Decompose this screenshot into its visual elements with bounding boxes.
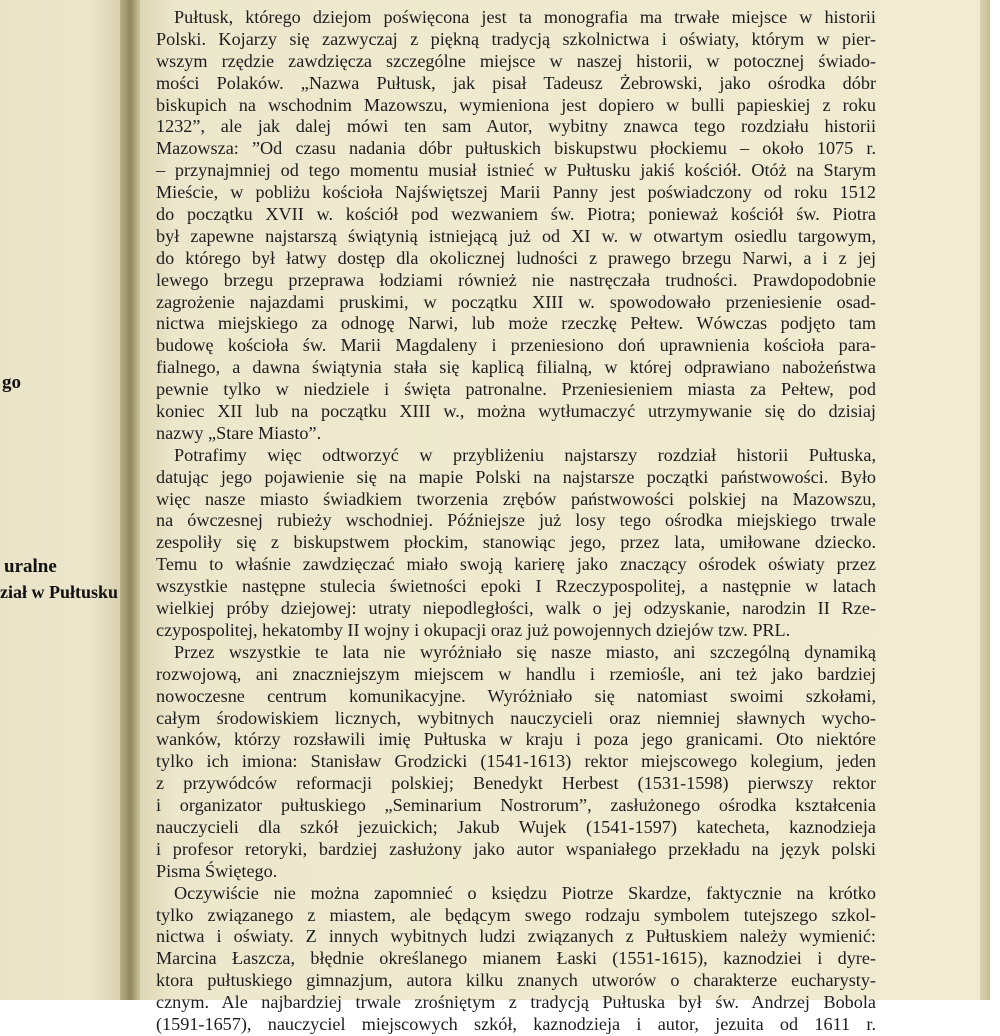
- text-line: do którego był łatwy dostęp dla okolicznej ludności z prawego brzegu Narwi, a i z jej: [156, 247, 876, 268]
- text-line: na ówczesnej rubieży wschodniej. Późniejsze już losy tego ośrodka miejskiego trwale: [156, 510, 876, 531]
- text-line: lewego brzegu przeprawa łodziami również nie nastręczała trudności. Prawdopodobnie: [156, 269, 876, 290]
- text-line: Mazowsza: ”Od czasu nadania dóbr pułtuskich biskupstwu płockiemu – około 1075 r.: [156, 138, 876, 159]
- page-right: [140, 0, 990, 1034]
- text-line: 1232”, ale jak dalej mówi ten sam Autor, wybitny znawca tego rozdziału historii: [156, 116, 876, 137]
- text-line: – przynajmniej od tego momentu musiał istnieć w Pułtusku jakiś kościół. Otóż na Starym: [156, 160, 876, 181]
- text-line: mości Polaków. „Nazwa Pułtusk, jak pisał Tadeusz Żebrowski, jako ośrodka dóbr: [156, 72, 876, 93]
- text-line: i profesor retoryki, bardziej zasłużony jako autor wspaniałego przekładu na język polski: [156, 838, 876, 859]
- text-line: Pułtusk, którego dziejom poświęcona jest ta monografia ma trwałe miejsce w historii: [174, 7, 876, 27]
- facing-page-left: [0, 0, 126, 1000]
- text-line: Potrafimy więc odtworzyć w przybliżeniu najstarszy rozdział historii Pułtuska,: [174, 444, 876, 465]
- body-text: [156, 7, 876, 1036]
- text-line: nictwa miejskiego za odnogę Narwi, lub może rzeczkę Pełtew. Wówczas podjęto tam: [156, 313, 876, 334]
- text-line: Mieście, w pobliżu kościoła Najświętszej Marii Panny jest poświadczony od roku 1512: [156, 182, 876, 203]
- text-line: zespoliły się z biskupstwem płockim, stanowiąc jego, przez lata, umiłowane dziecko.: [156, 532, 876, 553]
- text-line: wanków, którzy rozsławili imię Pułtuska w kraju i poza jego granicami. Oto niektóre: [156, 729, 876, 750]
- text-line: z przywódców reformacji polskiej; Benedykt Herbest (1531-1598) pierwszy rektor: [156, 773, 876, 794]
- text-line: i organizator pułtuskiego „Seminarium Nostrorum”, zasłużonego ośrodka kształcenia: [156, 795, 876, 816]
- text-line: Przez wszystkie te lata nie wyróżniało się nasze miasto, ani szczególną dynamiką: [174, 641, 876, 662]
- left-page-fragment-go: go: [2, 372, 21, 393]
- text-line: Marcina Łaszcza, błędnie określanego mianem Łaski (1551-1615), kaznodziei i dyre-: [156, 948, 876, 969]
- text-line: ktora pułtuskiego gimnazjum, autora kilku znanych utworów o charakterze eucharysty-: [156, 970, 876, 991]
- text-line: datując jego pojawienie się na mapie Polski na najstarsze początki państwowości. Było: [156, 466, 876, 487]
- text-line: do początku XVII w. kościół pod wezwaniem św. Piotra; ponieważ kościół św. Piotra: [156, 204, 876, 225]
- text-line: Pisma Świętego.: [156, 860, 278, 881]
- left-page-fragment-uralne: uralne: [4, 556, 57, 577]
- text-line: Temu to właśnie zawdzięczać miało swoją karierę jako znaczący ośrodek oświaty przez: [156, 554, 876, 575]
- text-line: wszym rzędzie zawdzięcza szczególne miejsce w naszej historii, w potocznej świado-: [156, 50, 876, 71]
- text-line: (1591-1657), nauczyciel miejscowych szkół, kaznodzieja i autor, jezuita od 1611 r.: [156, 1013, 876, 1034]
- text-line: wszystkie następne stulecia świetności epoki I Rzeczypospolitej, a następnie w latach: [156, 576, 876, 597]
- left-page-fragment-zial: ział w Pułtusku: [0, 582, 119, 602]
- text-line: budowę kościoła św. Marii Magdaleny i przeniesiono doń uprawnienia kościoła para-: [156, 335, 876, 356]
- text-line: cznym. Ale najbardziej trwale zrośniętym z tradycją Pułtuska był św. Andrzej Bobola: [156, 992, 876, 1013]
- text-line: fialnego, a dawna świątynia stała się kaplicą filialną, w której odprawiano nabożeństwa: [156, 357, 876, 378]
- text-line: koniec XII lub na początku XIII w., można wytłumaczyć utrzymywanie się do dzisiaj: [156, 401, 876, 422]
- text-line: zagrożenie najazdami pruskimi, w początku XIII w. spowodowało przeniesienie osad-: [156, 291, 876, 312]
- text-line: tylko związanego z miastem, ale będącym swego rodzaju symbolem tutejszego szkol-: [156, 904, 876, 925]
- text-line: więc nasze miasto świadkiem tworzenia zrębów państwowości polskiej na Mazowszu,: [156, 488, 876, 509]
- text-line: całym środowiskiem licznych, wybitnych nauczycieli oraz niemniej sławnych wycho-: [156, 707, 876, 728]
- text-line: biskupich na wschodnim Mazowszu, wymieniona jest dopiero w bulli papieskiej z roku: [156, 94, 876, 115]
- text-line: nazwy „Stare Miasto”.: [156, 422, 322, 443]
- text-line: był zapewne najstarszą świątynią istniejącą już od XI w. w otwartym osiedlu targowym,: [156, 225, 876, 246]
- text-line: czypospolitej, hekatomby II wojny i okupacji oraz już powojennych dziejów tzw. PRL.: [156, 619, 791, 640]
- page-edge: [980, 0, 990, 1000]
- text-line: nictwa i oświaty. Z innych wybitnych ludzi związanych z Pułtuskiem należy wymienić:: [156, 926, 876, 947]
- text-line: wielkiej próby dziejowej: utraty niepodległości, walk o jej odzyskanie, narodzin II Rze-: [156, 598, 876, 619]
- text-line: tylko ich imiona: Stanisław Grodzicki (1541-1613) rektor miejscowego kolegium, jeden: [156, 751, 876, 772]
- text-line: pewnie tylko w niedziele i święta patronalne. Przeniesieniem miasta za Pełtew, pod: [156, 379, 876, 400]
- text-line: nowoczesne centrum komunikacyjne. Wyróżniało się natomiast swoimi szkołami,: [156, 685, 876, 706]
- text-line: Polski. Kojarzy się zazwyczaj z piękną tradycją szkolnictwa i oświaty, którym w pier-: [156, 28, 876, 49]
- text-line: nauczycieli dla szkół jezuickich; Jakub Wujek (1541-1597) katecheta, kaznodzieja: [156, 816, 876, 837]
- text-line: rozwojową, ani znaczniejszym miejscem w handlu i rzemiośle, ani też jako bardziej: [156, 663, 876, 684]
- text-line: Oczywiście nie można zapomnieć o księdzu Piotrze Skardze, faktycznie na krótko: [174, 882, 876, 903]
